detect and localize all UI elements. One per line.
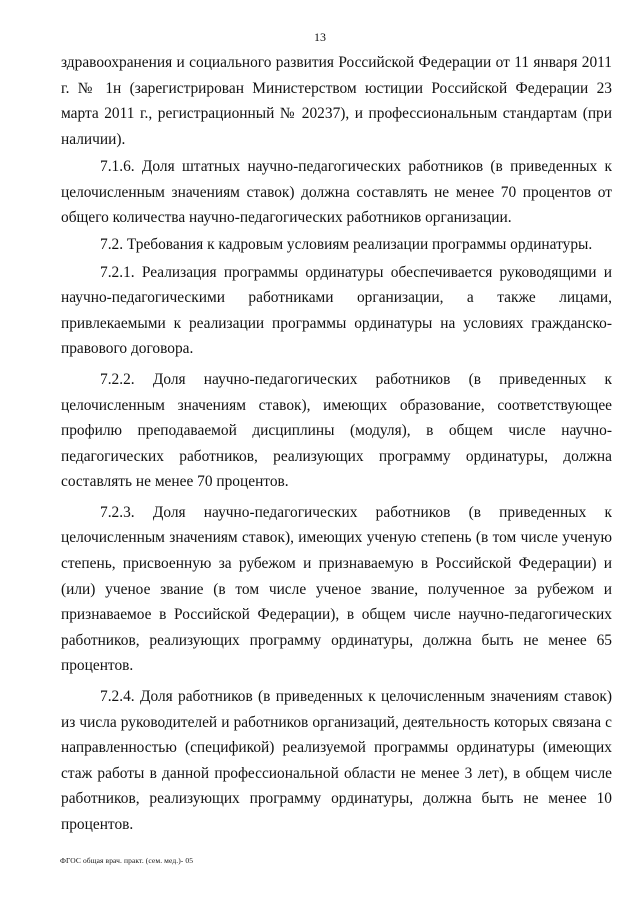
paragraph-7-2-2: 7.2.2. Доля научно-педагогических работников (в приведенных к целочисленным значениям ставок), имеющих образование, соответствующее профилю преподаваемой дисциплины (модуля), в общем числе научно-педагогических работников, реализующих программу ординатуры, должна составлять не менее 70 процентов. bbox=[61, 370, 612, 491]
page-number: 13 bbox=[314, 30, 326, 44]
paragraph-7-2: 7.2. Требования к кадровым условиям реализации программы ординатуры. bbox=[100, 236, 593, 254]
paragraph-7-2-3: 7.2.3. Доля научно-педагогических работников (в приведенных к целочисленным значениям ставок), имеющих ученую степень (в том числе ученую степень, присвоенную за рубежом и признаваемую в Российской Федерации) и (или) ученое звание (в том числе ученое звание, полученное за рубежом и признаваемое в Российской Федерации), в общем числе научно-педагогических работников, реализующих программу ординатуры, должна быть не менее 65 процентов. bbox=[61, 503, 612, 675]
paragraph-7-2-1: 7.2.1. Реализация программы ординатуры обеспечивается руководящими и научно-педагогическими работниками организации, а также лицами, привлекаемыми к реализации программы ординатуры на условиях гражданско-правового договора. bbox=[61, 263, 612, 358]
paragraph-7-2-4: 7.2.4. Доля работников (в приведенных к целочисленным значениям ставок) из числа руководителей и работников организаций, деятельность которых связана с направленностью (спецификой) реализуемой программы ординатуры (имеющих стаж работы в данной профессиональной области не менее 3 лет), в общем числе работников, реализующих программу ординатуры, должна быть не менее 10 процентов. bbox=[61, 688, 612, 833]
paragraph-7-1-6: 7.1.6. Доля штатных научно-педагогических работников (в приведенных к целочисленным значениям ставок) должна составлять не менее 70 процентов от общего количества научно-педагогических работников организации. bbox=[61, 157, 612, 227]
paragraph-continuation: здравоохранения и социального развития Российской Федерации от 11 января 2011 г. № 1н (зарегистрирован Министерством юстиции Российской Федерации 23 марта 2011 г., регистрационный № 20237), и профессиональным стандартам (при наличии). bbox=[61, 54, 612, 148]
footer-code: ФГОС общая врач. практ. (сем. мед.)- 05 bbox=[60, 856, 194, 865]
document-body bbox=[61, 50, 612, 838]
